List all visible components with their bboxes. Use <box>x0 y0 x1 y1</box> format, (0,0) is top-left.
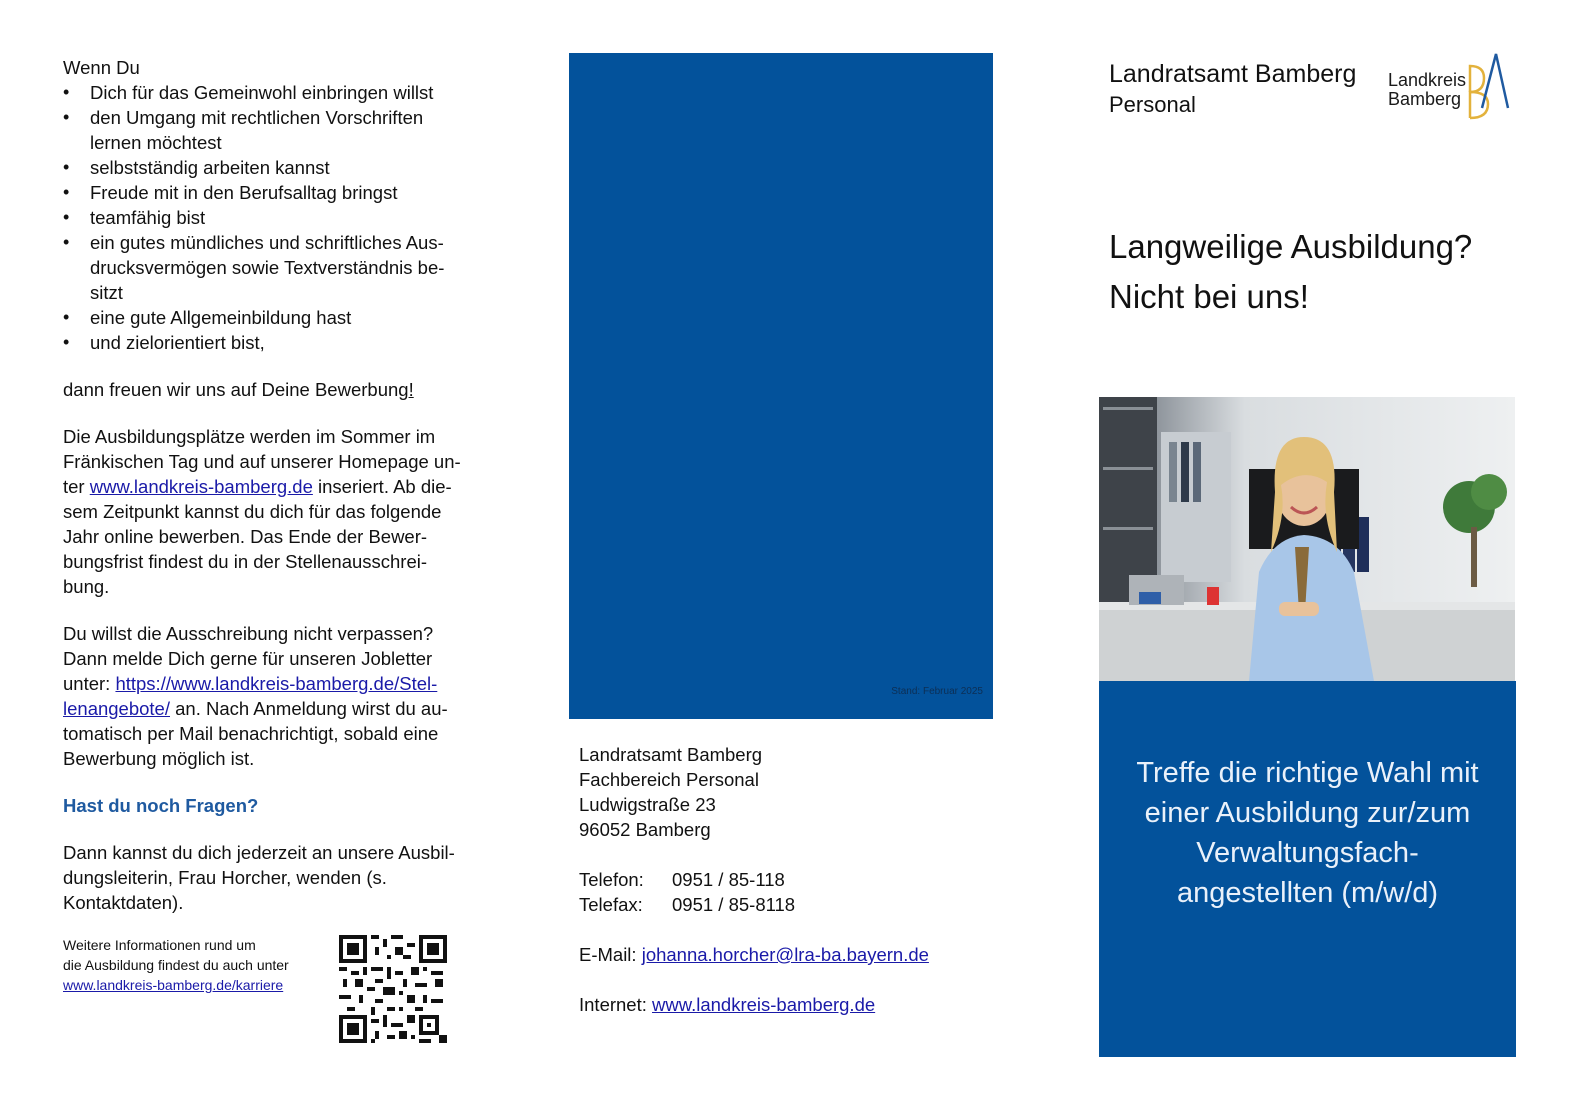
address-line: Landratsamt Bamberg <box>579 744 763 765</box>
fax-label: Telefax: <box>579 894 643 915</box>
description-line: Treffe die richtige Wahl mit <box>1136 757 1479 789</box>
para3-start: Du willst die Ausschreibung nicht verpassen? Dann melde Dich gerne für unseren Jobletter unter: <box>63 623 434 694</box>
fax-value: 0951 / 85-8118 <box>672 894 796 915</box>
headline-line-1: Langweilige Ausbildung? <box>1109 228 1473 265</box>
list-item: • Freude mit in den Berufsalltag bringst <box>63 180 473 205</box>
left-column <box>63 55 473 915</box>
org-department: Personal <box>1109 92 1196 117</box>
more-info <box>63 935 333 995</box>
closing-text <box>63 377 473 402</box>
contact-block <box>579 742 999 1017</box>
application-paragraph <box>63 424 473 599</box>
address-line: Ludwigstraße 23 <box>579 794 716 815</box>
para2-start: Die Ausbildungsplätze werden im Sommer im Fränkischen Tag und auf unserer Homepage un-ter <box>63 426 461 497</box>
phone-value: 0951 / 85-118 <box>672 869 785 890</box>
logo-line-2: Bamberg <box>1388 89 1462 109</box>
address-line: 96052 Bamberg <box>579 819 711 840</box>
list-item: • den Umgang mit rechtlichen Vorschriften lernen möchtest <box>63 105 473 155</box>
homepage-link[interactable]: www.landkreis-bamberg.de <box>89 476 313 497</box>
organization-header <box>1109 58 1356 120</box>
contact-paragraph: Dann kannst du dich jederzeit an unsere Ausbil-dungsleiterin, Frau Horcher, wenden (s. Kontaktdaten). <box>63 842 455 913</box>
phone-row <box>579 867 999 892</box>
office-photo <box>1099 397 1515 681</box>
email-label: E-Mail: <box>579 944 642 965</box>
address-line: Fachbereich Personal <box>579 769 759 790</box>
list-item: • Dich für das Gemeinwohl einbringen willst <box>63 80 473 105</box>
org-name: Landratsamt Bamberg <box>1109 60 1357 88</box>
logo-line-1: Landkreis <box>1388 70 1467 90</box>
info-line-1: Weitere Informationen rund um <box>63 937 256 953</box>
stand-date: Stand: Februar 2025 <box>891 686 983 697</box>
closing-sentence: dann freuen wir uns auf Deine Bewerbung <box>63 379 409 400</box>
description-line: Verwaltungsfach- <box>1196 837 1419 869</box>
list-item: • teamfähig bist <box>63 205 473 230</box>
closing-mark: ! <box>408 379 414 400</box>
description-line: angestellten (m/w/d) <box>1176 877 1439 909</box>
landkreis-logo <box>1386 52 1510 122</box>
email-link[interactable]: johanna.horcher@lra-ba.bayern.de <box>641 944 929 965</box>
fax-row <box>579 892 999 917</box>
list-item: • selbstständig arbeiten kannst <box>63 155 473 180</box>
career-link[interactable]: www.landkreis-bamberg.de/karriere <box>63 977 284 993</box>
description-line: einer Ausbildung zur/zum <box>1144 797 1471 829</box>
requirements-list <box>63 80 473 355</box>
training-description <box>1099 753 1516 913</box>
questions-heading: Hast du noch Fragen? <box>63 795 259 816</box>
list-item: • und zielorientiert bist, <box>63 330 473 355</box>
page-title <box>1109 222 1472 322</box>
website-link[interactable]: www.landkreis-bamberg.de <box>652 994 876 1015</box>
para3-end: an. Nach Anmeldung wirst du au-tomatisch per Mail benachrichtigt, sobald eine Bewerbung möglich ist. <box>63 698 448 769</box>
web-row <box>579 992 999 1017</box>
phone-label: Telefon: <box>579 869 644 890</box>
qr-code-icon[interactable] <box>339 935 447 1043</box>
info-line-2: die Ausbildung findest du auch unter <box>63 957 289 973</box>
list-item: • ein gutes mündliches und schriftliches Aus-drucksvermögen sowie Textverständnis be-sitzt <box>63 230 473 305</box>
jobletter-paragraph <box>63 621 473 771</box>
cover-blue-panel <box>569 53 993 719</box>
list-item: • eine gute Allgemeinbildung hast <box>63 305 473 330</box>
para2-end: inseriert. Ab die-sem Zeitpunkt kannst du dich für das folgende Jahr online bewerben. Das Ende der Bewer-bungsfrist findest du in der Stellenausschrei-bung. <box>63 476 452 597</box>
email-row <box>579 942 999 967</box>
headline-line-2: Nicht bei uns! <box>1109 278 1309 315</box>
intro-text: Wenn Du <box>63 57 140 78</box>
jobletter-link[interactable]: https://www.landkreis-bamberg.de/Stel-lenangebote/ <box>63 673 438 719</box>
web-label: Internet: <box>579 994 653 1015</box>
training-info-box <box>1099 681 1516 1057</box>
